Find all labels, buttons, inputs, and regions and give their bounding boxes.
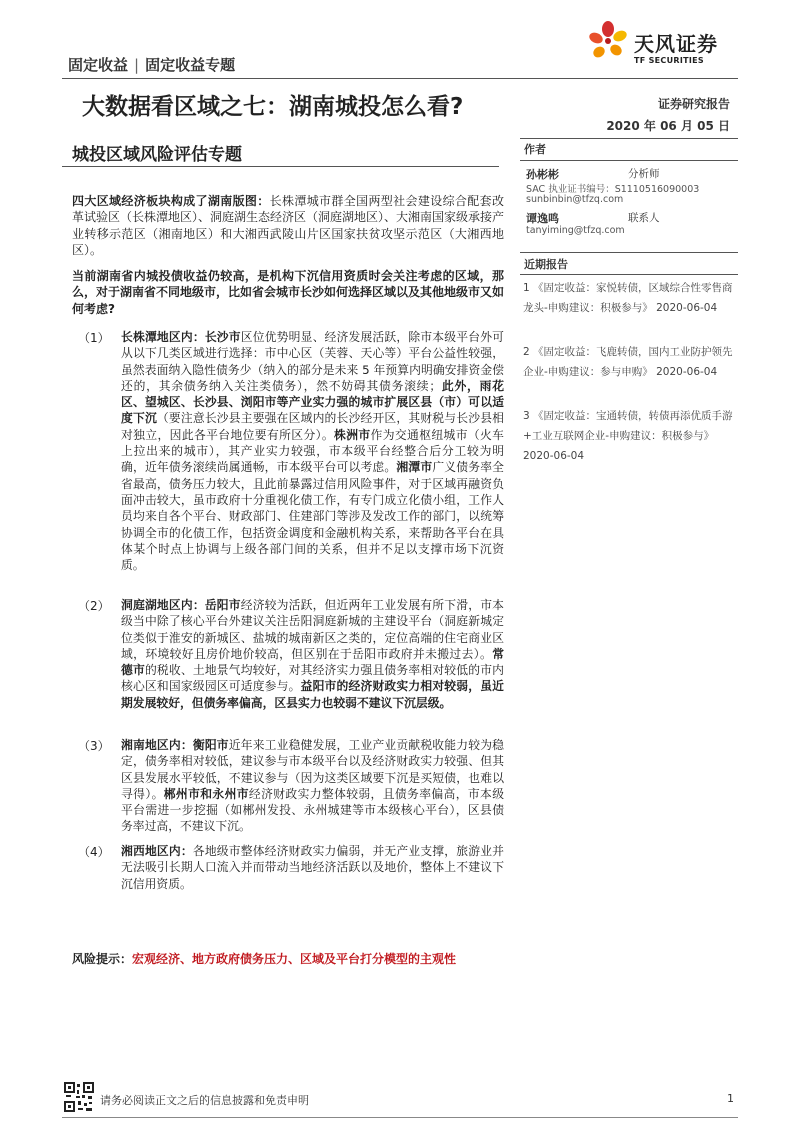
tf-flower-logo-icon <box>586 20 630 66</box>
intro-lead: 四大区域经济板块构成了湖南版图： <box>72 194 270 208</box>
point-text: （要注意长沙县主要强在区域内的长沙经开区，其财税与长沙县相对独立，因此各平台地位要有所区分）。 <box>121 411 504 442</box>
author-email[interactable]: sunbinbin@tfzq.com <box>526 194 624 205</box>
city-hengyang: 衡阳市 <box>192 738 229 752</box>
report-date: 2020 年 06 月 05 日 <box>606 119 730 133</box>
report-category <box>68 54 235 75</box>
category-primary: 固定收益 <box>68 56 129 74</box>
disclaimer-note: 请务必阅读正文之后的信息披露和免责申明 <box>100 1094 309 1107</box>
footer-divider <box>62 1117 738 1118</box>
point-text: 各地级市整体经济财政实力偏弱，并无产业支撑，旅游业并无法吸引长期人口流入并而带动当地经济活跃以及地价，整体上不建议下沉信用资质。 <box>121 844 504 891</box>
point-number: （3） <box>78 739 110 753</box>
point-xiangnan <box>121 737 504 835</box>
recent-divider <box>520 252 738 253</box>
recent-heading: 近期报告 <box>524 258 568 271</box>
risk-text: 宏观经济、地方政府债务压力、区域及平台打分模型的主观性 <box>132 952 457 966</box>
risk-warning <box>72 950 456 967</box>
city-changsha: 长沙市 <box>204 330 241 344</box>
authors-heading-divider <box>520 160 738 161</box>
brand-name-en: TF SECURITIES <box>634 56 704 65</box>
category-separator: | <box>134 56 140 74</box>
point-number: （4） <box>78 845 110 859</box>
city-yueyang: 岳阳市 <box>204 598 241 612</box>
city-zhuzhou: 株洲市 <box>334 427 371 442</box>
brand-name-cn: 天风证券 <box>634 32 718 56</box>
report-title: 大数据看区域之七：湖南城投怎么看? <box>82 94 464 120</box>
intro-text: 长株潭城市群全国两型社会建设综合配套改革试验区（长株潭地区）、洞庭湖生态经济区（洞庭湖地区）、大湘南国家级承接产业转移示范区（湘南地区）和大湘西武陵山片区国家扶贫攻坚示范区（大湘西地区）。 <box>72 194 505 258</box>
city-chenzhou-yongzhou: 郴州市和永州市 <box>163 786 249 801</box>
tf-securities-logo <box>586 20 736 70</box>
point-heading: 洞庭湖地区内： <box>121 598 205 612</box>
header-divider <box>62 78 738 79</box>
recent-report-item[interactable]: 2 《固定收益：飞鹿转债，国内工业防护领先企业-申购建议：参与申购》 2020-06-04 <box>523 346 733 378</box>
point-number: （2） <box>78 599 110 613</box>
city-changde: 常德市 <box>121 646 504 678</box>
intro-paragraph <box>72 193 504 259</box>
author-cert: SAC 执业证书编号：S1110516090003 <box>526 184 700 195</box>
point-text: 的税收、土地景气均较好，对其经济实力强且债务率相对较低的市内核心区和国家级园区可适度参与。 <box>121 663 504 694</box>
point-emphasis: 此外，雨花区、望城区、长沙县、浏阳市等产业实力强的城市扩展区县（市）可以适度下沉 <box>121 378 504 426</box>
subtitle-divider <box>62 166 499 167</box>
point-emphasis: 益阳市的经济财政实力相对较弱，虽近期发展较好，但债务率偏高，区县实力也较弱不建议下沉层级。 <box>121 679 504 710</box>
point-text: 经济财政实力整体较弱，且债务率偏高，市本级平台需进一步挖掘（如郴州发投、永州城建等市本级核心平台），区县债务率过高，不建议下沉。 <box>121 786 504 834</box>
author-name: 孙彬彬 <box>526 168 559 181</box>
recent-report-item[interactable]: 3 《固定收益：宝通转债，转债再添优质手游+工业互联网企业-申购建议：积极参与》 2020-06-04 <box>523 410 733 462</box>
page-number: 1 <box>727 1092 734 1105</box>
key-question: 当前湖南省内城投债收益仍较高，是机构下沉信用资质时会关注考虑的区域，那么，对于湖南省不同地级市，比如省会城市长沙如何选择区域以及其他地级市又如何考虑? <box>72 269 505 316</box>
qr-code-icon <box>64 1082 94 1112</box>
point-heading: 湘西地区内： <box>121 844 193 858</box>
report-type: 证券研究报告 <box>657 97 730 111</box>
point-heading: 湘南地区内： <box>121 738 193 752</box>
category-secondary: 固定收益专题 <box>145 56 236 74</box>
author-role: 联系人 <box>628 212 660 224</box>
authors-heading: 作者 <box>524 143 546 156</box>
city-xiangtan: 湘潭市 <box>396 460 433 475</box>
recent-heading-divider <box>520 274 738 275</box>
author-name: 谭逸鸣 <box>526 212 559 225</box>
point-xiangxi <box>121 843 504 892</box>
point-number: （1） <box>78 331 110 345</box>
point-changzhutan <box>121 329 504 573</box>
point-dongtinghu <box>121 597 504 711</box>
author-role: 分析师 <box>628 168 660 180</box>
authors-divider <box>520 138 738 139</box>
point-text: 作为交通枢纽城市（火车上拉出来的城市），其产业实力较强，市本级平台经整合后分工较为明确，近年债务滚续尚属通畅，市本级平台可以考虑。 <box>121 427 504 475</box>
point-text: 近年来工业稳健发展，工业产业贡献税收能力较为稳定，债务率相对较低，建议参与市本级平台以及经济财政实力较强、但其区县发展水平较低，不建议参与（因为这类区域要下沉是买短债，也难以寻得）。 <box>121 738 504 801</box>
recent-report-item[interactable]: 1 《固定收益：家悦转债，区域综合性零售商龙头-申购建议：积极参与》 2020-06-04 <box>523 282 733 314</box>
author-email[interactable]: tanyiming@tfzq.com <box>526 225 625 236</box>
point-heading: 长株潭地区内： <box>121 330 205 344</box>
report-subtitle: 城投区域风险评估专题 <box>72 145 242 165</box>
point-text: 区位优势明显、经济发展活跃，除市本级平台外可从以下几类区域进行选择：市中心区（芙蓉、天心等）平台公益性较强，虽然表面纳入隐性债务少（纳入的部分是未来 5 年预算内明确安排资金偿还的，其余债务纳入关注类债务），然不妨碍其债务滚续； <box>121 330 504 393</box>
point-text: 广义债务率全省最高，债务压力较大，且此前暴露过信用风险事件，对于区域再融资负面冲击较大，虽市政府十分重视化债工作，有专门成立化债小组，工作人员均来自各个平台、财政部门、住建部门等涉及发改工作的部门，以统筹协调全市的化债工作，包括资金调度和金融机构关系，来帮助各平台在具体某个时点上协调与上级各部门间的关系，但并不足以支撑市场下沉资质。 <box>121 460 504 573</box>
risk-label: 风险提示： <box>72 952 133 966</box>
point-text: 经济较为活跃，但近两年工业发展有所下滑，市本级当中除了核心平台外建议关注岳阳洞庭新城的主建设平台（洞庭新城定位类似于淮安的新城区、盐城的城南新区之类的，定位高端的住宅商业区域，环境较好且房价地价较高，但区别在于岳阳市政府并未搬过去）。 <box>121 598 504 661</box>
